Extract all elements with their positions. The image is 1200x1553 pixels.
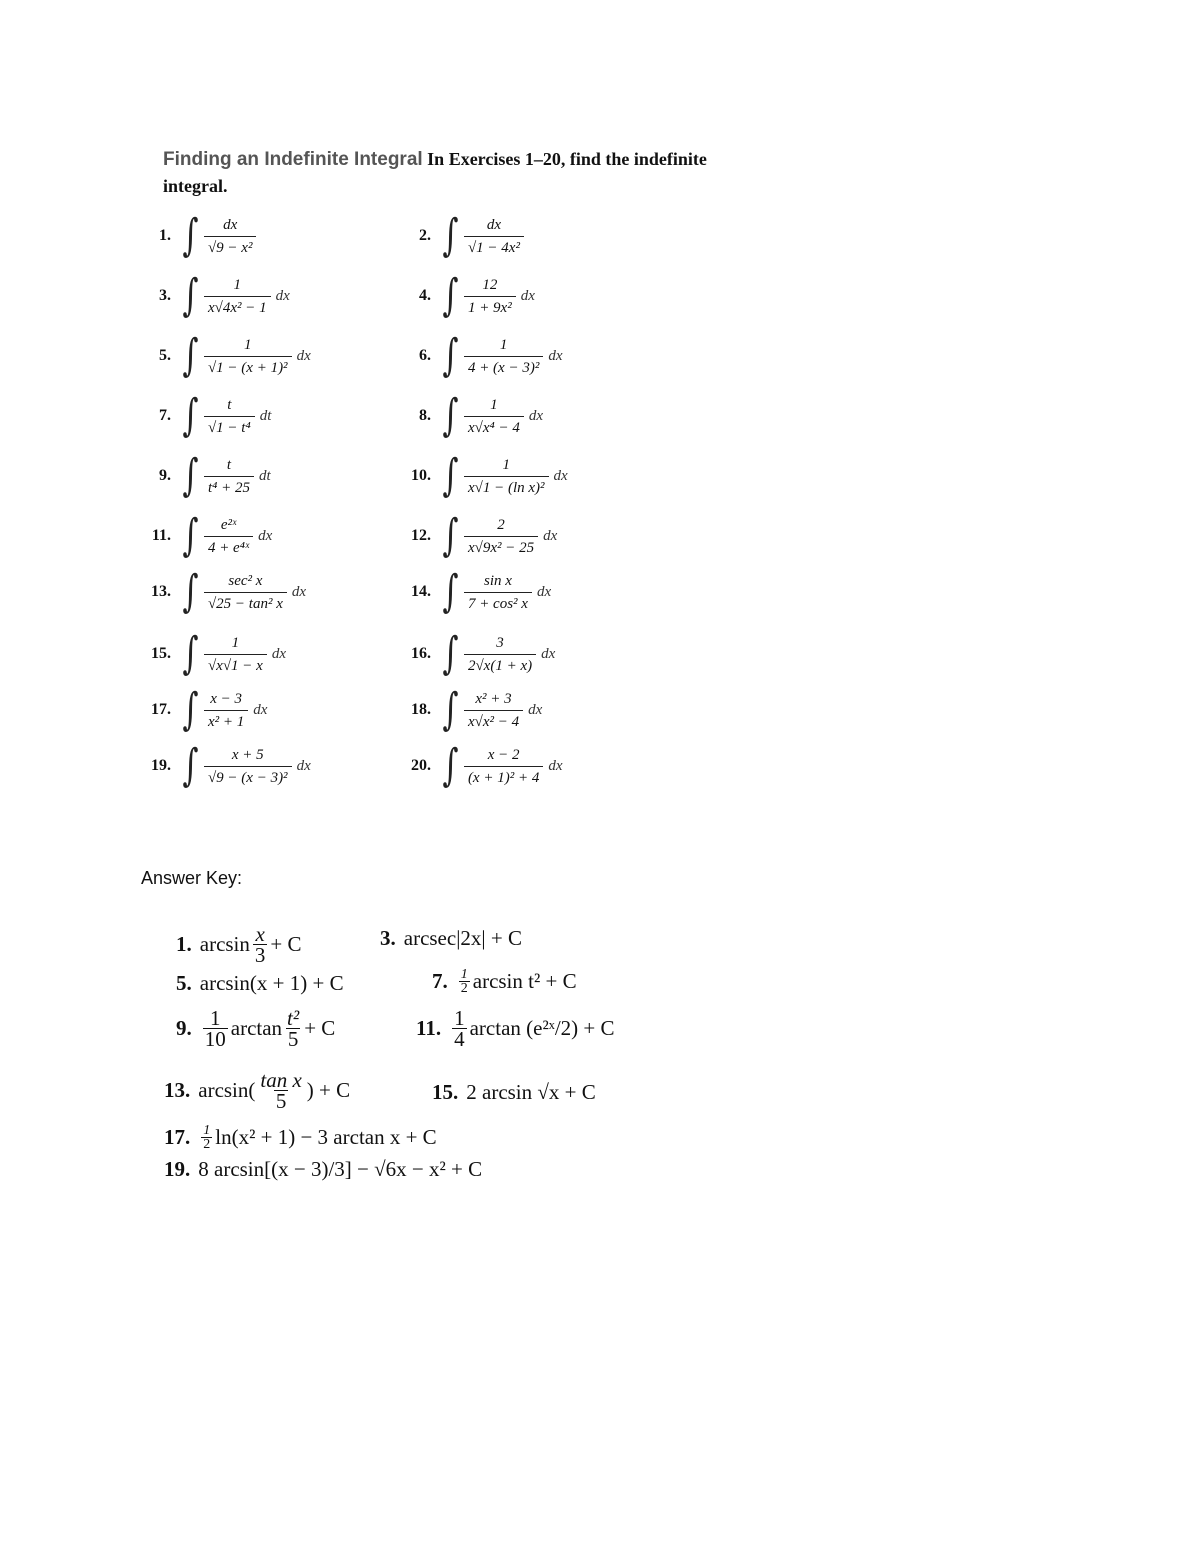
exercise-item <box>135 330 311 382</box>
integral-sign-icon: ∫ <box>182 628 199 679</box>
integrand-fraction <box>204 275 271 318</box>
answer-number: 17. <box>164 1125 191 1149</box>
differential: dx <box>553 467 568 484</box>
integrand-numerator: 1 <box>490 396 498 413</box>
integrand-denominator: √x√1 − x <box>204 654 267 676</box>
answer-text: + C <box>270 932 302 956</box>
exercise-number: 15. <box>151 645 171 662</box>
answer-fraction: t² 5 <box>287 1006 300 1051</box>
differential: dx <box>253 701 268 718</box>
exercise-item <box>395 450 568 502</box>
integrand-fraction <box>204 745 292 788</box>
differential: dx <box>548 347 563 364</box>
integral-sign-icon: ∫ <box>182 390 199 441</box>
answer-text: 2 arcsin √x + C <box>466 1080 596 1104</box>
integral-sign-icon: ∫ <box>442 566 459 617</box>
exercise-number: 5. <box>159 347 171 364</box>
answer-number: 13. <box>164 1078 191 1102</box>
differential: dx <box>258 527 273 544</box>
differential: dx <box>528 407 543 424</box>
integral-sign-icon: ∫ <box>182 330 199 381</box>
exercise-number: 14. <box>411 583 431 600</box>
exercise-number: 8. <box>419 407 431 424</box>
integrand-numerator: t <box>227 396 232 413</box>
exercise-number: 7. <box>159 407 171 424</box>
answer-number: 7. <box>432 969 448 993</box>
integrand-denominator: x√1 − (ln x)² <box>464 476 549 498</box>
integral-sign-icon: ∫ <box>182 684 199 735</box>
answer-number: 9. <box>176 1016 192 1040</box>
answer-number: 19. <box>164 1157 191 1181</box>
answer-text: ln(x² + 1) − 3 arctan x + C <box>215 1125 437 1149</box>
exercise-item <box>395 390 543 442</box>
answer-fraction: 1 2 <box>460 967 468 996</box>
integrand-fraction <box>464 275 516 318</box>
integral-sign-icon: ∫ <box>442 270 459 321</box>
answer-9 <box>176 1008 335 1049</box>
exercise-item <box>135 684 267 736</box>
integrand-denominator: x√9x² − 25 <box>464 536 538 558</box>
answer-text: arctan <box>230 1016 283 1040</box>
exercise-number: 4. <box>419 287 431 304</box>
exercise-number: 3. <box>159 287 171 304</box>
differential: dx <box>296 757 311 774</box>
answer-17 <box>164 1124 437 1151</box>
exercise-item <box>135 210 261 262</box>
integrand-numerator: 12 <box>482 276 498 293</box>
answer-text: arcsin <box>199 932 250 956</box>
exercise-item <box>395 684 542 736</box>
exercise-number: 13. <box>151 583 171 600</box>
integrand-denominator: 2√x(1 + x) <box>464 654 536 676</box>
answer-fraction: 1 2 <box>203 1123 211 1152</box>
integrand-fraction <box>204 335 292 378</box>
answer-text: + C <box>304 1016 336 1040</box>
exercise-item <box>135 628 286 680</box>
integrand-fraction <box>464 745 543 788</box>
differential: dx <box>271 645 287 662</box>
exercise-number: 18. <box>411 701 431 718</box>
exercise-number: 16. <box>411 645 431 662</box>
differential: dx <box>291 583 307 600</box>
integrand-numerator: 2 <box>497 516 505 533</box>
integrand-fraction <box>464 571 532 614</box>
exercise-item <box>395 740 563 792</box>
differential: dt <box>258 467 271 484</box>
integrand-numerator: dx <box>223 216 238 233</box>
differential: dx <box>528 701 543 718</box>
answer-fraction: tan x 5 <box>260 1068 302 1113</box>
integrand-denominator: x√4x² − 1 <box>204 296 271 318</box>
answer-5 <box>176 971 344 996</box>
integral-sign-icon: ∫ <box>182 566 199 617</box>
answer-text: arcsin t² + C <box>472 969 577 993</box>
integrand-fraction <box>204 571 287 614</box>
exercise-instructions: In Exercises 1–20, find the indefinite integral. <box>163 149 707 196</box>
integrand-fraction <box>204 215 257 258</box>
differential: dx <box>536 583 552 600</box>
integrand-fraction <box>464 633 536 676</box>
answer-text: ) + C <box>306 1078 351 1102</box>
integrand-denominator: x² + 1 <box>204 710 248 732</box>
integrand-denominator: √25 − tan² x <box>204 592 287 614</box>
exercise-item <box>395 330 563 382</box>
integrand-fraction <box>464 689 523 732</box>
integrand-numerator: 1 <box>233 276 242 293</box>
answer-fraction: 1 4 <box>454 1006 465 1051</box>
integrand-numerator: dx <box>486 216 502 233</box>
integrand-fraction <box>464 455 549 498</box>
answer-text: arcsin( <box>198 1078 256 1102</box>
answer-text: arctan (e²ˣ/2) + C <box>469 1016 615 1040</box>
integrand-numerator: 1 <box>244 336 252 353</box>
integrand-fraction <box>204 633 267 676</box>
exercise-item <box>135 566 306 618</box>
integral-sign-icon: ∫ <box>182 740 199 791</box>
integrand-denominator: √1 − (x + 1)² <box>204 356 292 378</box>
exercise-item <box>135 450 271 502</box>
integrand-fraction <box>464 335 543 378</box>
section-topic: Finding an Indefinite Integral <box>163 149 423 170</box>
integrand-fraction <box>464 215 524 258</box>
answer-text: arcsec|2x| + C <box>403 926 522 950</box>
differential: dx <box>275 287 290 304</box>
exercise-number: 10. <box>411 467 431 484</box>
integrand-denominator: 4 + (x − 3)² <box>464 356 543 378</box>
exercise-number: 19. <box>151 757 171 774</box>
answer-11 <box>416 1008 615 1049</box>
integrand-denominator: √1 − t⁴ <box>204 416 255 438</box>
exercise-item <box>135 270 290 322</box>
answer-number: 3. <box>380 926 396 950</box>
integrand-denominator: t⁴ + 25 <box>204 476 254 498</box>
answer-15 <box>432 1080 596 1105</box>
integrand-numerator: x + 5 <box>231 746 264 763</box>
integrand-denominator: x√x² − 4 <box>464 710 523 732</box>
exercise-number: 17. <box>151 701 171 718</box>
integral-sign-icon: ∫ <box>442 628 459 679</box>
differential: dx <box>541 645 556 662</box>
differential: dx <box>296 347 311 364</box>
integrand-denominator: (x + 1)² + 4 <box>464 766 543 788</box>
integrand-numerator: x − 2 <box>487 746 520 763</box>
exercise-number: 20. <box>411 757 431 774</box>
answer-number: 11. <box>416 1016 442 1040</box>
integral-sign-icon: ∫ <box>182 210 199 261</box>
differential: dt <box>259 407 272 424</box>
integral-sign-icon: ∫ <box>182 270 199 321</box>
answer-key-label: Answer Key: <box>141 868 243 888</box>
integrand-numerator: e²ˣ <box>220 516 237 533</box>
integrand-numerator: x² + 3 <box>475 690 512 707</box>
integral-sign-icon: ∫ <box>442 450 459 501</box>
exercise-item <box>395 566 551 618</box>
integrand-denominator: √9 − x² <box>204 236 257 258</box>
answer-number: 15. <box>432 1080 459 1104</box>
integral-sign-icon: ∫ <box>442 684 459 735</box>
differential: dx <box>548 757 563 774</box>
integral-sign-icon: ∫ <box>442 390 459 441</box>
integrand-numerator: t <box>226 456 232 473</box>
integrand-denominator: x√x⁴ − 4 <box>464 416 524 438</box>
answer-fraction: x 3 <box>254 922 266 967</box>
answer-13 <box>164 1070 350 1111</box>
answer-text: arcsin(x + 1) + C <box>199 971 344 995</box>
exercise-number: 2. <box>419 227 431 244</box>
integrand-numerator: x − 3 <box>210 690 242 707</box>
integral-sign-icon: ∫ <box>182 510 199 561</box>
integrand-denominator: 7 + cos² x <box>464 592 532 614</box>
integral-sign-icon: ∫ <box>442 510 459 561</box>
answer-number: 5. <box>176 971 192 995</box>
integrand-denominator: 4 + e⁴ˣ <box>204 536 253 558</box>
integrand-fraction <box>464 395 524 438</box>
integrand-numerator: sin x <box>483 572 512 589</box>
integrand-numerator: 1 <box>502 456 510 473</box>
integrand-numerator: sec² x <box>228 572 263 589</box>
differential: dx <box>520 287 535 304</box>
exercise-item <box>395 628 555 680</box>
exercise-item <box>395 270 535 322</box>
exercise-item <box>135 510 272 562</box>
exercise-number: 1. <box>159 227 171 244</box>
exercise-number: 12. <box>411 527 431 544</box>
integral-sign-icon: ∫ <box>442 330 459 381</box>
answer-fraction: 1 10 <box>204 1006 226 1051</box>
integrand-fraction <box>204 689 248 732</box>
answer-text: 8 arcsin[(x − 3)/3] − √6x − x² + C <box>198 1157 483 1181</box>
integrand-numerator: 1 <box>499 336 508 353</box>
integrand-fraction <box>464 515 538 558</box>
answer-3 <box>380 926 522 951</box>
integrand-denominator: 1 + 9x² <box>464 296 516 318</box>
integrand-fraction <box>204 515 253 558</box>
answer-7 <box>432 968 577 995</box>
differential: dx <box>543 527 558 544</box>
integrand-denominator: √1 − 4x² <box>464 236 524 258</box>
answer-19 <box>164 1157 482 1182</box>
integrand-numerator: 3 <box>496 634 504 651</box>
exercise-number: 11. <box>151 527 171 544</box>
exercise-item <box>135 740 311 792</box>
exercise-number: 9. <box>159 467 171 484</box>
integrand-numerator: 1 <box>231 634 240 651</box>
integral-sign-icon: ∫ <box>442 210 459 261</box>
exercise-item <box>395 210 529 262</box>
integrand-fraction <box>204 395 255 438</box>
exercise-heading <box>163 146 723 199</box>
exercise-number: 6. <box>419 347 431 364</box>
answer-1 <box>176 924 302 965</box>
exercise-item <box>395 510 557 562</box>
integral-sign-icon: ∫ <box>442 740 459 791</box>
integral-sign-icon: ∫ <box>182 450 199 501</box>
integrand-fraction <box>204 455 254 498</box>
exercise-item <box>135 390 271 442</box>
integrand-denominator: √9 − (x − 3)² <box>204 766 292 788</box>
answer-number: 1. <box>176 932 192 956</box>
